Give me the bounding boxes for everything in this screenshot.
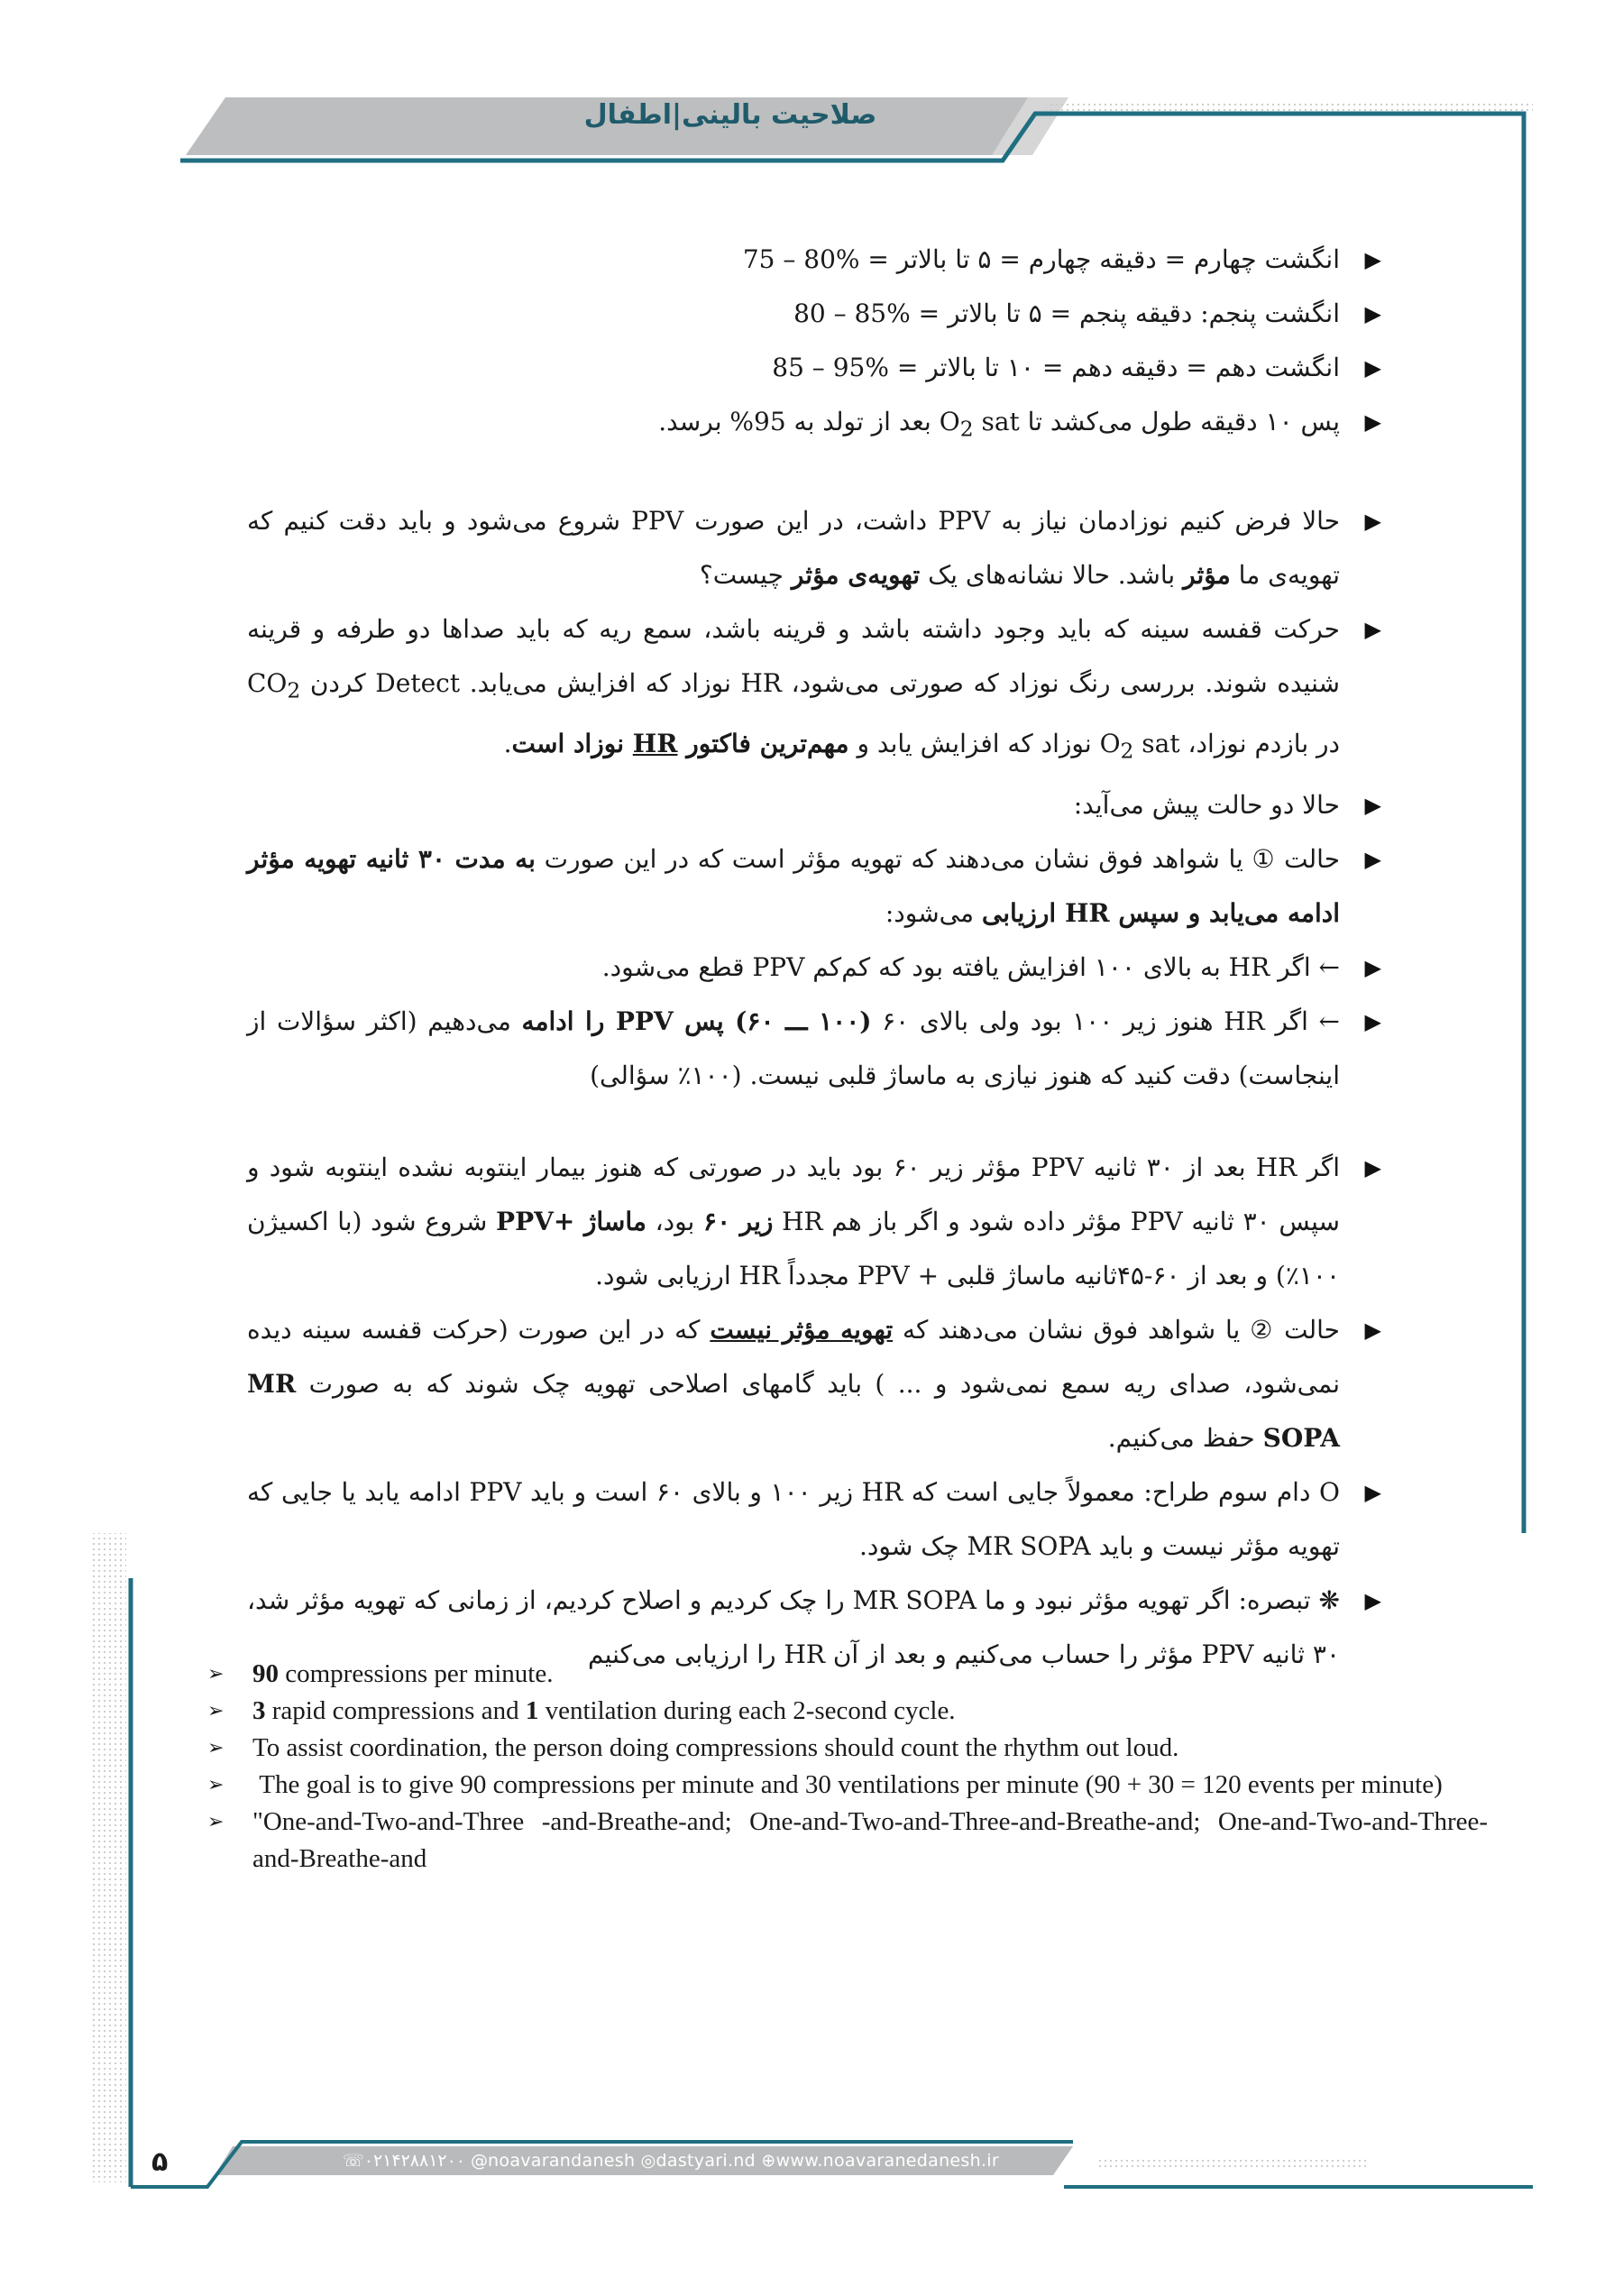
arrow-bullet-icon: ➢ xyxy=(207,1774,225,1796)
triangle-bullet-icon: ▶ xyxy=(1364,1317,1381,1343)
triangle-bullet-icon: ▶ xyxy=(1364,954,1381,980)
bullet-text: حالا دو حالت پیش می‌آید: xyxy=(1073,789,1340,820)
english-list-item xyxy=(207,1730,1488,1767)
triangle-bullet-icon: ▶ xyxy=(1364,247,1381,272)
english-list-text: To assist coordination, the person doing compressions should count the rhythm out loud. xyxy=(252,1733,1179,1762)
bullet-item xyxy=(247,233,1381,287)
persian-body xyxy=(247,233,1381,1682)
bullet-text: پس ۱۰ دقیقه طول می‌کشد تا $O_2$ sat بعد از تولد به 95% برسد. xyxy=(658,407,1340,442)
triangle-bullet-icon: ▶ xyxy=(1364,409,1381,435)
bullet-item xyxy=(247,1141,1381,1303)
bullet-item xyxy=(247,995,1381,1103)
page-header-title: صلاحیت بالینی|اطفال xyxy=(583,99,877,131)
bullet-text: انگشت پنجم: دقیقه پنجم = ۵ تا بالاتر = 80 – 85% xyxy=(793,298,1340,328)
bullet-text: O دام سوم طراح: معمولاً جایی است که HR زیر ۱۰۰ و بالای ۶۰ است و باید PPV ادامه یابد یا جایی که تهویه مؤثر نیست و باید MR SOPA چک شود. xyxy=(247,1476,1340,1561)
bullet-text: انگشت دهم = دقیقه دهم = ۱۰ تا بالاتر = 85 – 95% xyxy=(772,353,1340,382)
english-list-item xyxy=(207,1693,1488,1730)
triangle-bullet-icon: ▶ xyxy=(1364,1154,1381,1180)
bullet-text: حالت ① یا شواهد فوق نشان می‌دهند که تهویه مؤثر است که در این صورت به مدت ۳۰ ثانیه تهویه مؤثر ادامه می‌یابد و سپس HR ارزیابی می‌شود: xyxy=(247,843,1340,928)
bullet-item xyxy=(247,341,1381,395)
triangle-bullet-icon: ▶ xyxy=(1364,301,1381,326)
bullet-item xyxy=(247,494,1381,602)
bullet-item xyxy=(247,1303,1381,1465)
arrow-bullet-icon: ➢ xyxy=(207,1811,225,1833)
triangle-bullet-icon: ▶ xyxy=(1364,355,1381,381)
bullet-text: ← اگر HR به بالای ۱۰۰ افزایش یافته بود که کم‌کم PPV قطع می‌شود. xyxy=(601,951,1340,982)
bullet-text: ← اگر HR هنوز زیر ۱۰۰ بود ولی بالای ۶۰ (۱۰۰ ـــ ۶۰) پس PPV را ادامه می‌دهیم (اکثر سؤالات از اینجاست) دقت کنید که هنوز نیازی به ماساژ قلبی نیست. (۱۰۰٪ سؤالی) xyxy=(247,1006,1341,1090)
bullet-item xyxy=(247,395,1381,456)
triangle-bullet-icon: ▶ xyxy=(1364,1008,1381,1034)
english-list-item xyxy=(207,1767,1488,1804)
triangle-bullet-icon: ▶ xyxy=(1364,846,1381,872)
english-list-text: 3 rapid compressions and 1 ventilation during each 2-second cycle. xyxy=(252,1696,956,1725)
bullet-text: حالت ② یا شواهد فوق نشان می‌دهند که تهویه مؤثر نیست که در این صورت (حرکت قفسه سینه دیده نمی‌شود، صدای ریه سمع نمی‌شود و ... ) باید گامهای اصلاحی تهویه چک شوند که به صورت MR SOPA حفظ می‌کنیم. xyxy=(247,1314,1340,1453)
bullet-text: حالا فرض کنیم نوزادمان نیاز به PPV داشت، در این صورت PPV شروع می‌شود و باید دقت کنیم که تهویه‌ی ما مؤثر باشد. حالا نشانه‌های یک تهویه‌ی مؤثر چیست؟ xyxy=(247,505,1341,590)
bullet-item xyxy=(247,832,1381,941)
bullet-item xyxy=(247,1465,1381,1574)
footer-contact: ☏۰۲۱۴۲۸۸۱۲۰۰ @noavarandanesh ◎dastyari.nd ⊕www.noavaranedanesh.ir xyxy=(343,2151,999,2171)
bullet-text: ❋ تبصره: اگر تهویه مؤثر نبود و ما MR SOPA را چک کردیم و اصلاح کردیم، از زمانی که تهویه مؤثر شد، ۳۰ ثانیه PPV مؤثر را حساب می‌کنیم و بعد از آن HR را ارزیابی می‌کنیم xyxy=(247,1584,1341,1669)
english-list-item xyxy=(207,1656,1488,1693)
bullet-item xyxy=(247,941,1381,995)
triangle-bullet-icon: ▶ xyxy=(1364,1587,1381,1613)
arrow-bullet-icon: ➢ xyxy=(207,1737,225,1759)
english-list-text: "One-and-Two-and-Three -and-Breathe-and; One-and-Two-and-Three-and-Breathe-and; One-and-Two-and-Three-and-Breathe-and xyxy=(252,1807,1488,1873)
left-dots xyxy=(90,1533,126,2182)
triangle-bullet-icon: ▶ xyxy=(1364,1479,1381,1505)
triangle-bullet-icon: ▶ xyxy=(1364,792,1381,818)
bullet-item xyxy=(247,602,1381,778)
english-list-text: The goal is to give 90 compressions per minute and 30 ventilations per minute (90 + 30 = 120 events per minute) xyxy=(252,1770,1443,1799)
arrow-bullet-icon: ➢ xyxy=(207,1700,225,1722)
arrow-bullet-icon: ➢ xyxy=(207,1663,225,1685)
bullet-text: انگشت چهارم = دقیقه چهارم = ۵ تا بالاتر = 75 – 80% xyxy=(742,244,1340,274)
english-list-text: 90 compressions per minute. xyxy=(252,1659,554,1688)
page-number: ۵ xyxy=(151,2146,169,2178)
english-list-item xyxy=(207,1804,1488,1878)
bullet-text: حرکت قفسه سینه که باید وجود داشته باشد و قرینه باشد، سمع ریه که باید صداها دو طرفه و قرینه شنیده شوند. بررسی رنگ نوزاد که صورتی می‌شود، HR نوزاد که افزایش می‌یابد. Detect کردن $CO_2$ در بازدم نوزاد، $O_2$ sat نوزاد که افزایش یابد و مهم‌ترین فاکتور HR نوزاد است. xyxy=(247,613,1340,764)
triangle-bullet-icon: ▶ xyxy=(1364,616,1381,642)
bullet-item xyxy=(247,287,1381,341)
triangle-bullet-icon: ▶ xyxy=(1364,508,1381,534)
english-list xyxy=(207,1656,1488,1878)
bullet-item xyxy=(247,778,1381,832)
bullet-text: اگر HR بعد از ۳۰ ثانیه PPV مؤثر زیر ۶۰ بود باید در صورتی که هنوز بیمار اینتوبه نشده اینتوبه شود و سپس ۳۰ ثانیه PPV مؤثر داده شود و اگر باز هم HR زیر ۶۰ بود، ماساژ +PPV شروع شود (با اکسیژن ۱۰۰٪) و بعد از ۶۰-۴۵ثانیه ماساژ قلبی + PPV مجدداً HR ارزیابی شود. xyxy=(247,1152,1341,1290)
